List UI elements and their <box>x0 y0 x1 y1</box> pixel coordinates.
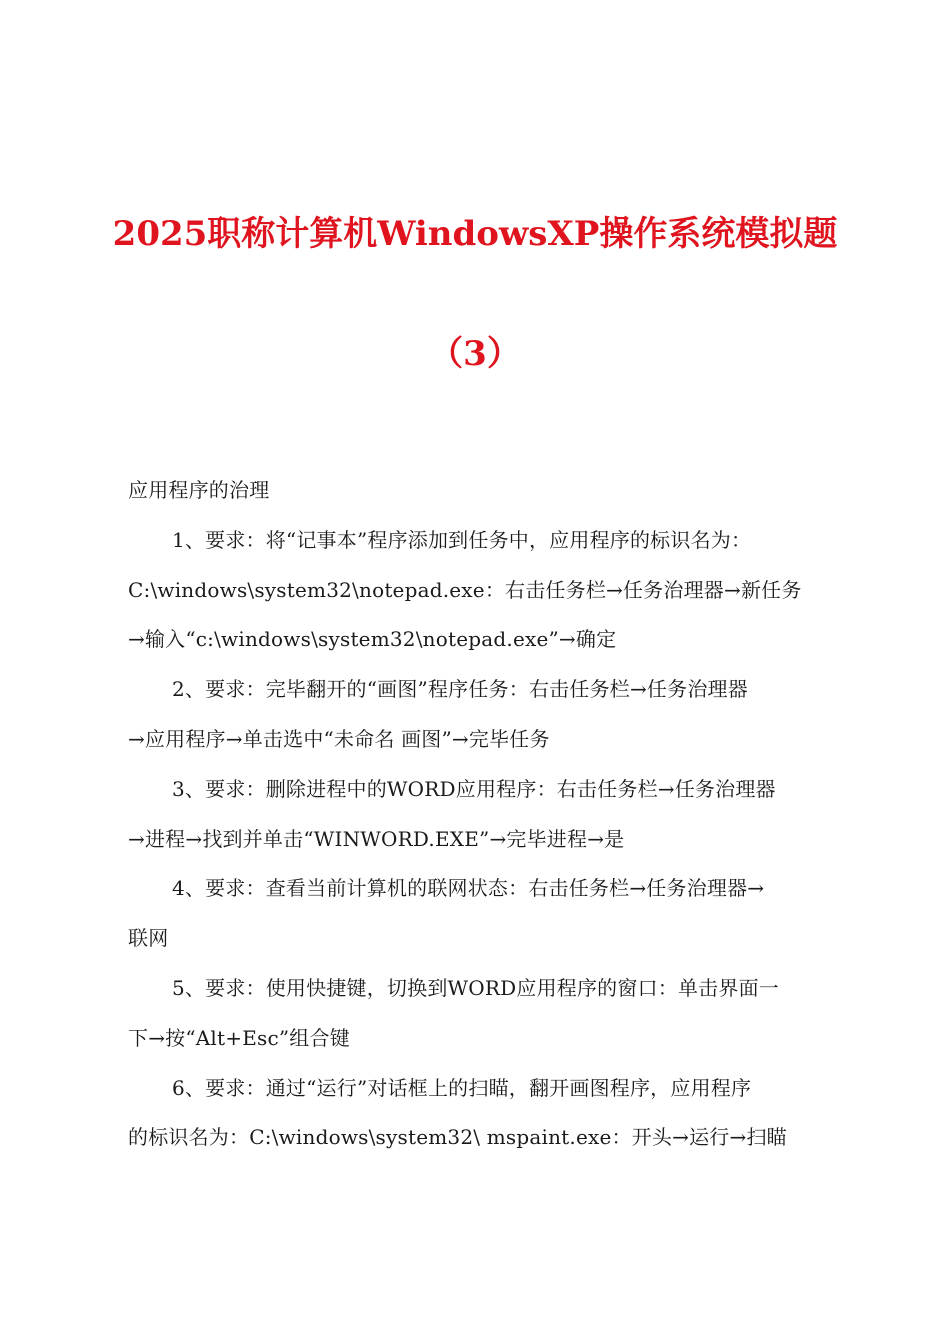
list-item-2 <box>128 665 834 765</box>
document-body <box>128 466 834 1163</box>
list-item-line: 的标识名为：C:\windows\system32\ mspaint.exe：开头→运行→扫瞄 <box>128 1125 787 1150</box>
list-item-1 <box>128 516 834 665</box>
list-item-line: 下→按“Alt+Esc”组合键 <box>128 1025 350 1050</box>
list-item-line: 联网 <box>128 926 169 951</box>
list-item-line: 3、要求：删除进程中的WORD应用程序：右击任务栏→任务治理器 <box>172 776 776 801</box>
list-item-line: 1、要求：将“记事本”程序添加到任务中，应用程序的标识名为： <box>172 527 752 552</box>
list-item-4 <box>128 864 834 964</box>
list-item-line: →应用程序→单击选中“未命名 画图”→完毕任务 <box>128 726 550 751</box>
document-title: 2025职称计算机WindowsXP操作系统模拟题 <box>112 214 838 254</box>
list-item-line: →输入“c:\windows\system32\notepad.exe”→确定 <box>128 627 617 652</box>
list-item-6 <box>128 1064 834 1164</box>
list-item-line: 2、要求：完毕翻开的“画图”程序任务：右击任务栏→任务治理器 <box>172 677 748 702</box>
list-item-line: 5、要求：使用快捷键，切换到WORD应用程序的窗口：单击界面一 <box>172 975 779 1000</box>
section-heading: 应用程序的治理 <box>128 478 270 502</box>
list-item-line: →进程→找到并单击“WINWORD.EXE”→完毕进程→是 <box>128 826 625 851</box>
list-item-line: 6、要求：通过“运行”对话框上的扫瞄，翻开画图程序，应用程序 <box>172 1075 752 1100</box>
list-item-5 <box>128 964 834 1064</box>
list-item-line: C:\windows\system32\notepad.exe：右击任务栏→任务治理器→新任务 <box>128 577 802 602</box>
document-title-number: （3） <box>429 334 521 374</box>
list-item-3 <box>128 765 834 865</box>
list-item-line: 4、要求：查看当前计算机的联网状态：右击任务栏→任务治理器→ <box>172 876 765 901</box>
